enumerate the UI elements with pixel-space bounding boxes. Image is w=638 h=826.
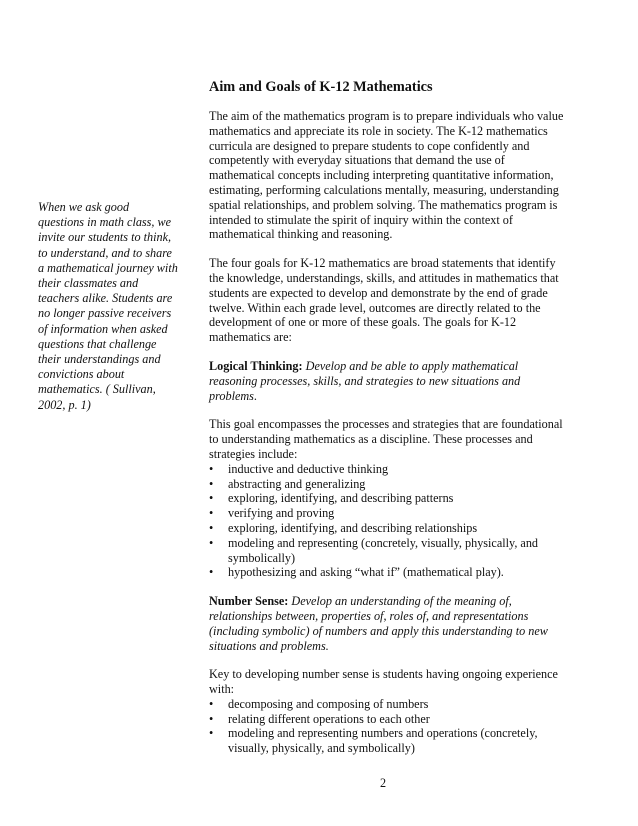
- list-item: • relating different operations to each other: [209, 712, 567, 727]
- list-item: • hypothesizing and asking “what if” (mathematical play).: [209, 565, 567, 580]
- page-title: Aim and Goals of K-12 Mathematics: [209, 79, 433, 95]
- page-number: 2: [380, 776, 387, 790]
- goal-number-sense: [209, 594, 567, 653]
- goal-intro: Key to developing number sense is students having ongoing experience with:: [209, 667, 558, 697]
- goal-description: Develop an understanding of the meaning of, relationships between, properties of, roles of, and representations (including symbolic) of numbers and apply this understanding to new situations and problems.: [209, 594, 548, 653]
- goal-heading: Number Sense:: [209, 594, 289, 609]
- goals-paragraph: The four goals for K-12 mathematics are broad statements that identify the knowledge, understandings, skills, and attitudes in mathematics that students are expected to develop and demonstrate by the end of grade twelve. Within each grade level, outcomes are directly related to the development of one or more of these goals. The goals for K-12 mathematics are:: [209, 256, 559, 345]
- aim-paragraph: The aim of the mathematics program is to prepare individuals who value mathematics and appreciate its role in society. The K-12 mathematics curricula are designed to prepare students to cope confidently and competently with everyday situations that demand the use of mathematical concepts including interpreting quantitative information, estimating, performing calculations mentally, measuring, understanding spatial relationships, and problem solving. The mathematics program is intended to stimulate the spirit of inquiry within the context of mathematical thinking and reasoning.: [209, 109, 564, 242]
- goal-description-end: .: [253, 388, 257, 403]
- list-item: • verifying and proving: [209, 506, 567, 521]
- list-item: • decomposing and composing of numbers: [209, 697, 567, 712]
- list-item: • inductive and deductive thinking: [209, 462, 567, 477]
- sidebar-quote: When we ask good questions in math class, we invite our students to think, to understand, and to share a mathematical journey with their classmates and teachers alike. Students are no longer passive receivers of information when asked questions that challenge their understandings and convictions about mathematics. ( Sullivan, 2002, p. 1): [38, 200, 178, 412]
- goal-intro: This goal encompasses the processes and strategies that are foundational to understanding mathematics as a discipline. These processes and strategies include:: [209, 417, 563, 461]
- logical-thinking-list: [209, 462, 567, 580]
- number-sense-list: [209, 697, 567, 756]
- goal-description: Develop and be able to apply mathematical reasoning processes, skills, and strategies to new situations and problems: [209, 358, 521, 403]
- list-item: • exploring, identifying, and describing patterns: [209, 491, 567, 506]
- list-item: • exploring, identifying, and describing relationships: [209, 521, 567, 536]
- main-content: [209, 78, 567, 770]
- list-item: • modeling and representing numbers and operations (concretely, visually, physically, and symbolically): [209, 726, 567, 756]
- goal-heading: Logical Thinking:: [209, 358, 303, 373]
- goal-logical-thinking: [209, 359, 567, 403]
- list-item: • abstracting and generalizing: [209, 477, 567, 492]
- list-item: • modeling and representing (concretely, visually, physically, and symbolically): [209, 536, 567, 566]
